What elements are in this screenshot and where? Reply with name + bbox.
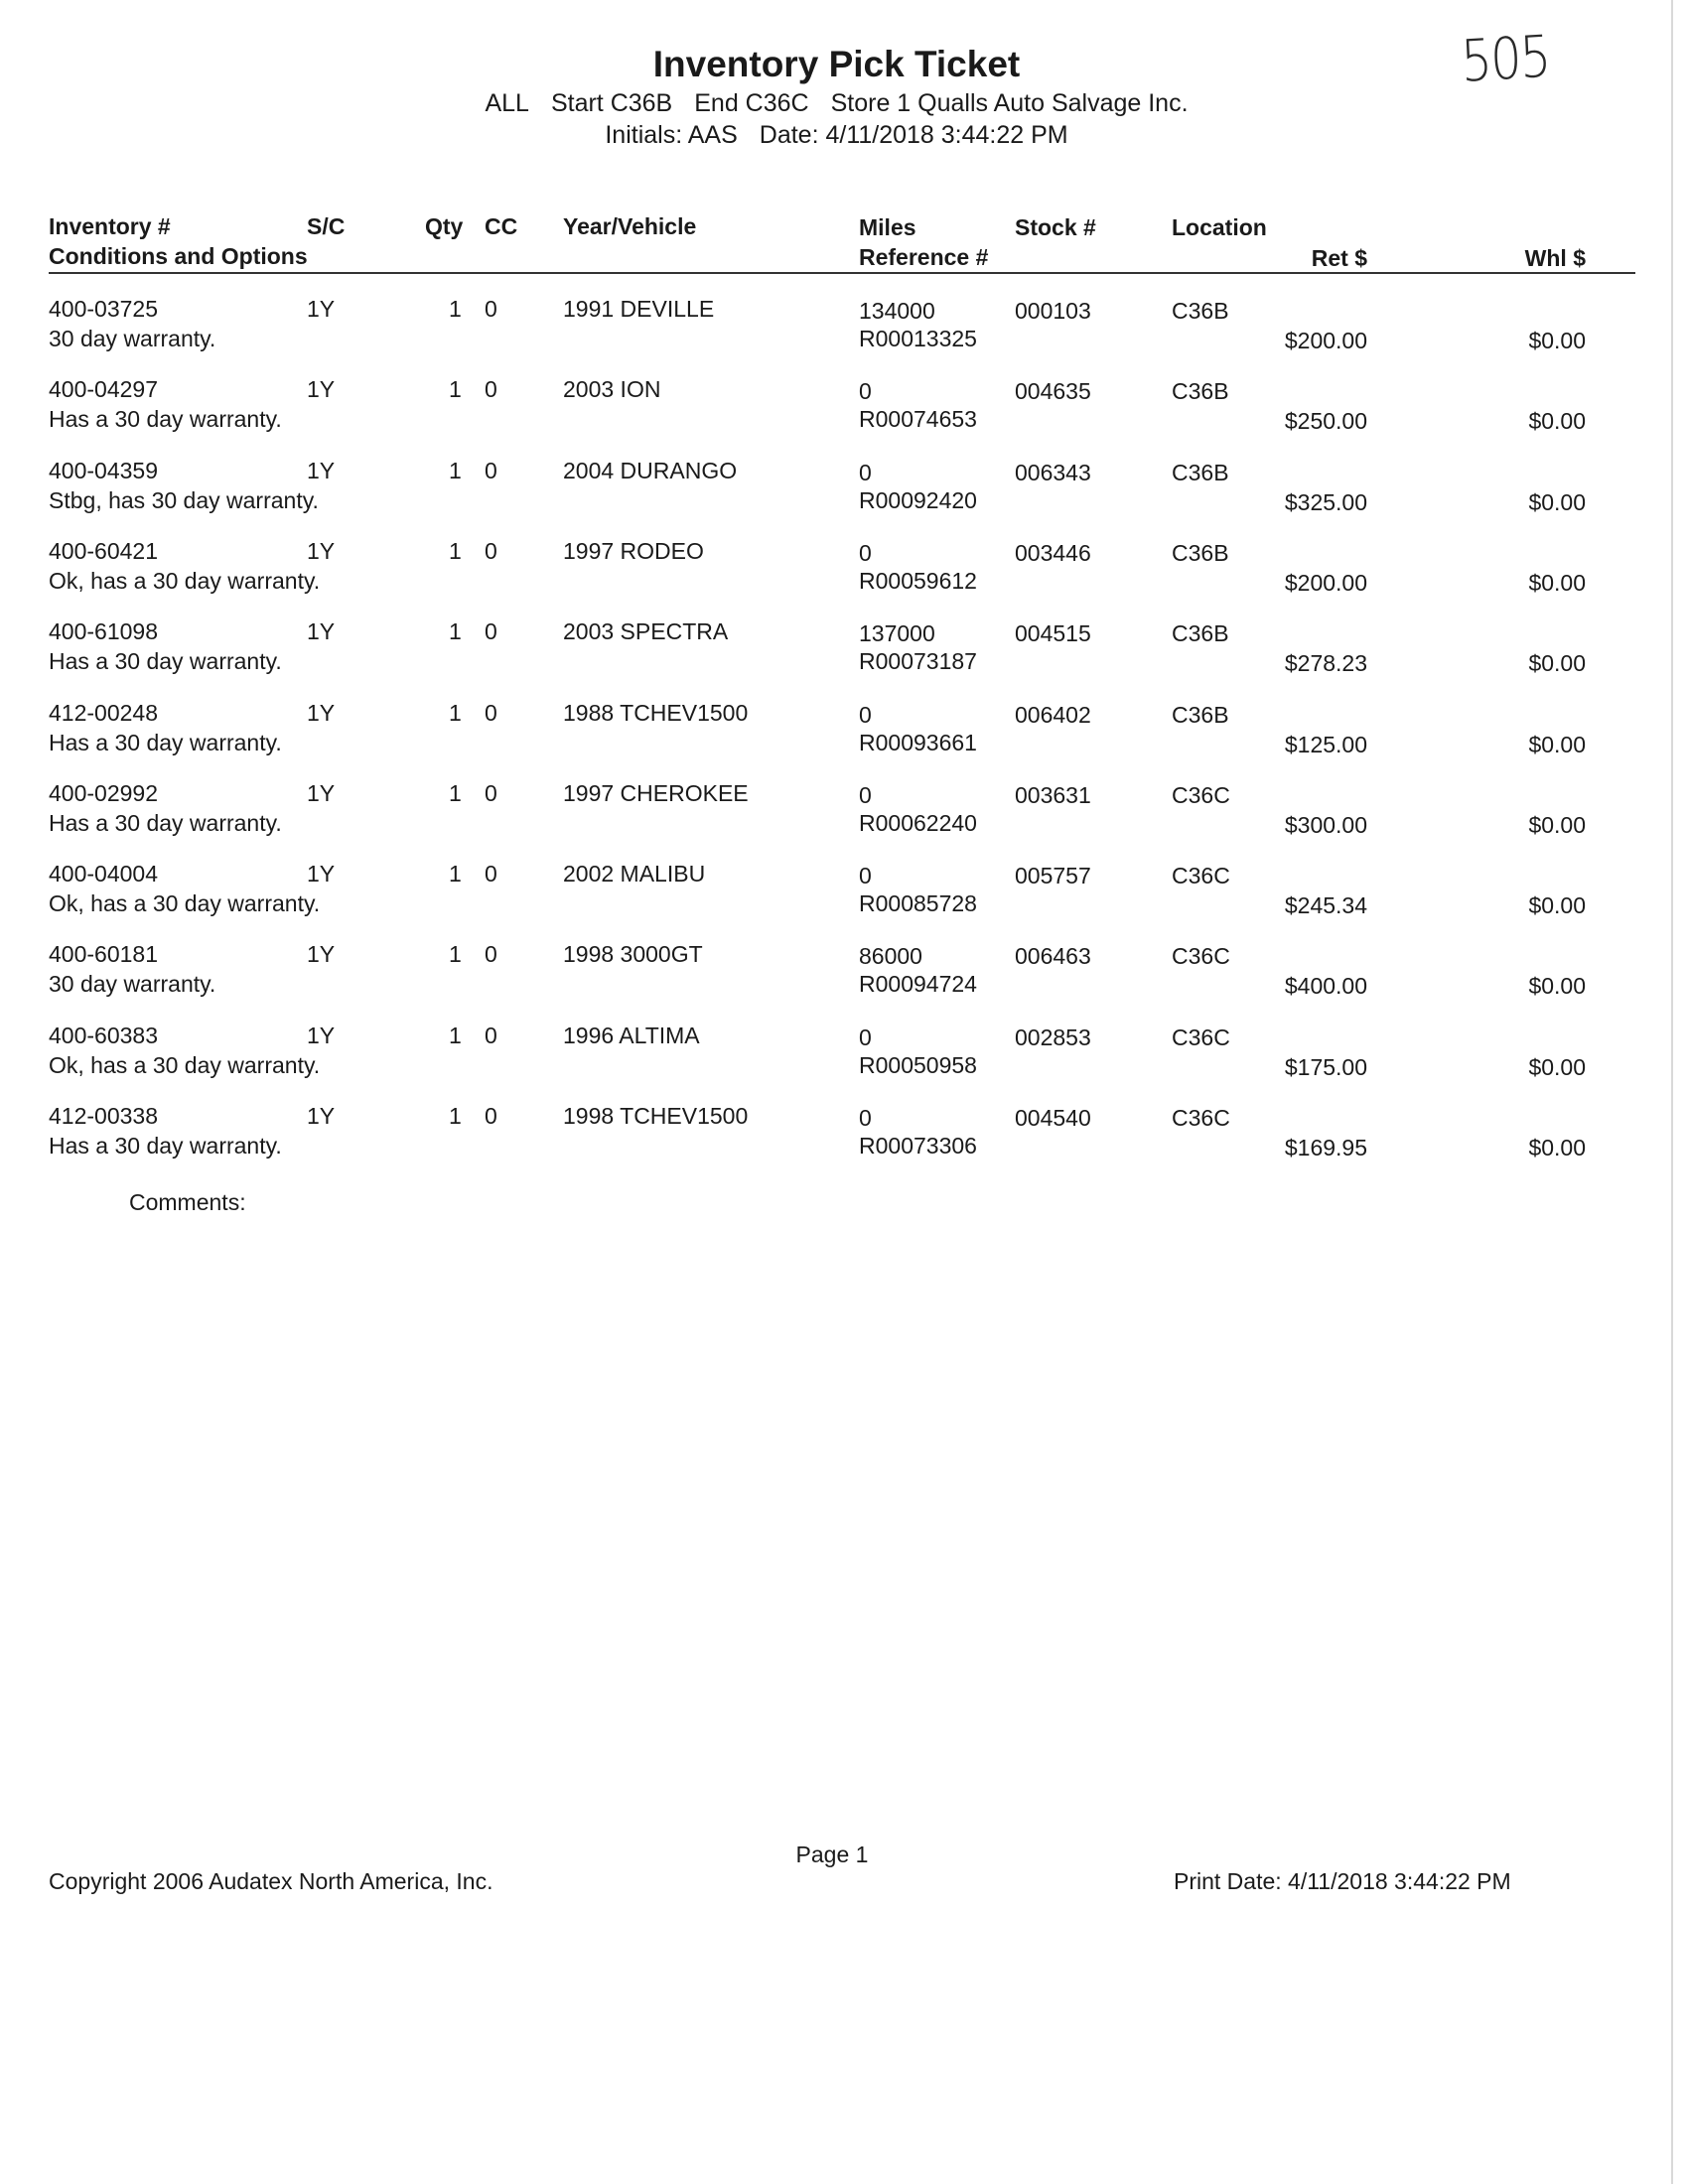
qty: 1 [449,1022,462,1048]
cc: 0 [485,457,497,483]
condition: Stbg, has 30 day warranty. [49,486,319,513]
wholesale-price: $0.00 [1528,650,1586,677]
cc: 0 [485,618,497,645]
year-vehicle: 2003 SPECTRA [563,618,729,645]
col-cc: CC [485,213,518,239]
reference-number: R00093661 [859,729,977,755]
report-criteria [0,89,1673,118]
qty: 1 [449,861,462,887]
col-ret: Ret $ [1311,245,1367,271]
scope: ALL [485,89,529,117]
table-row [0,538,1673,617]
location: C36B [1172,298,1229,324]
store-name: Store 1 Qualls Auto Salvage Inc. [830,89,1189,117]
reference-number: R00062240 [859,809,977,836]
reference-number: R00073187 [859,648,977,675]
miles: 137000 [859,620,935,647]
year-vehicle: 1996 ALTIMA [563,1022,700,1048]
table-row [0,296,1673,375]
retail-price: $200.00 [1284,569,1367,596]
reference-number: R00085728 [859,890,977,917]
retail-price: $245.34 [1284,892,1367,919]
year-vehicle: 1988 TCHEV1500 [563,699,749,726]
col-location: Location [1172,214,1267,240]
sc-code: 1Y [307,296,336,322]
location: C36C [1172,943,1230,970]
inventory-number: 400-04004 [49,861,158,887]
inventory-number: 400-60421 [49,537,158,564]
table-row [0,861,1673,940]
stock-number: 004540 [1015,1105,1091,1131]
inventory-number: 412-00338 [49,1103,158,1129]
year-vehicle: 2002 MALIBU [563,861,706,887]
wholesale-price: $0.00 [1528,1135,1586,1160]
cc: 0 [485,1022,497,1048]
condition: Has a 30 day warranty. [49,809,282,836]
year-vehicle: 1998 3000GT [563,941,703,968]
page-title: Inventory Pick Ticket [652,44,1021,84]
wholesale-price: $0.00 [1528,408,1586,435]
retail-price: $278.23 [1284,650,1367,677]
condition: 30 day warranty. [49,971,216,998]
reference-number: R00094724 [859,971,977,998]
copyright: Copyright 2006 Audatex North America, Inc. [49,1868,493,1894]
condition: Has a 30 day warranty. [49,406,282,433]
header-rule [49,272,1635,274]
cc: 0 [485,1103,497,1129]
end-location: End C36C [694,89,809,117]
miles: 0 [859,1105,872,1131]
miles: 0 [859,781,872,808]
retail-price: $300.00 [1284,811,1367,838]
col-qty: Qty [425,213,464,239]
cc: 0 [485,779,497,806]
condition: Ok, has a 30 day warranty. [49,890,321,917]
inventory-number: 400-02992 [49,779,158,806]
year-vehicle: 1997 CHEROKEE [563,779,749,806]
table-row [0,941,1673,1021]
qty: 1 [449,699,462,726]
inventory-number: 400-61098 [49,618,158,645]
cc: 0 [485,296,497,322]
year-vehicle: 2003 ION [563,376,661,403]
comments-label: Comments: [129,1189,246,1215]
table-row [0,458,1673,537]
miles: 86000 [859,943,922,970]
condition: Has a 30 day warranty. [49,729,282,755]
print-date: Print Date: 4/11/2018 3:44:22 PM [1174,1868,1511,1894]
year-vehicle: 2004 DURANGO [563,457,738,483]
sc-code: 1Y [307,618,336,645]
sc-code: 1Y [307,537,336,564]
condition: Has a 30 day warranty. [49,1133,282,1159]
wholesale-price: $0.00 [1528,811,1586,838]
location: C36B [1172,459,1229,485]
miles: 0 [859,539,872,566]
sc-code: 1Y [307,1022,336,1048]
wholesale-price: $0.00 [1528,569,1586,596]
report-meta [0,121,1673,150]
miles: 134000 [859,298,935,324]
location: C36C [1172,781,1230,808]
reference-number: R00073306 [859,1133,977,1159]
table-row [0,780,1673,860]
reference-number: R00013325 [859,326,977,351]
col-sc: S/C [307,213,346,239]
location: C36B [1172,620,1229,647]
retail-price: $400.00 [1284,973,1367,1000]
wholesale-price: $0.00 [1528,973,1586,1000]
start-location: Start C36B [550,89,673,117]
col-reference: Reference # [859,244,989,270]
initials: Initials: AAS [605,121,738,149]
table-row [0,1103,1673,1182]
sc-code: 1Y [307,699,336,726]
sc-code: 1Y [307,861,336,887]
qty: 1 [449,376,462,403]
table-row [0,376,1673,456]
qty: 1 [449,618,462,645]
report-date: Date: 4/11/2018 3:44:22 PM [759,121,1068,149]
sc-code: 1Y [307,376,336,403]
col-miles: Miles [859,214,916,240]
qty: 1 [449,457,462,483]
reference-number: R00050958 [859,1051,977,1078]
condition: 30 day warranty. [49,326,216,351]
retail-price: $125.00 [1284,731,1367,757]
location: C36B [1172,701,1229,728]
qty: 1 [449,941,462,968]
retail-price: $250.00 [1284,408,1367,435]
inventory-number: 400-04297 [49,376,158,403]
stock-number: 002853 [1015,1024,1091,1050]
qty: 1 [449,296,462,322]
col-stock: Stock # [1015,214,1096,240]
location: C36C [1172,1105,1230,1131]
stock-number: 000103 [1015,298,1091,324]
table-row [0,700,1673,779]
reference-number: R00074653 [859,406,977,433]
qty: 1 [449,1103,462,1129]
retail-price: $175.00 [1284,1053,1367,1080]
stock-number: 006343 [1015,459,1091,485]
wholesale-price: $0.00 [1528,328,1586,353]
condition: Ok, has a 30 day warranty. [49,567,321,594]
stock-number: 004515 [1015,620,1091,647]
sc-code: 1Y [307,941,336,968]
miles: 0 [859,378,872,405]
location: C36B [1172,378,1229,405]
wholesale-price: $0.00 [1528,1053,1586,1080]
stock-number: 006463 [1015,943,1091,970]
reference-number: R00059612 [859,567,977,594]
miles: 0 [859,459,872,485]
wholesale-price: $0.00 [1528,488,1586,515]
stock-number: 004635 [1015,378,1091,405]
retail-price: $325.00 [1284,488,1367,515]
handwritten-number: 505 [1460,22,1551,95]
cc: 0 [485,699,497,726]
cc: 0 [485,941,497,968]
wholesale-price: $0.00 [1528,892,1586,919]
col-whl: Whl $ [1524,245,1586,271]
inventory-number: 400-60383 [49,1022,158,1048]
miles: 0 [859,701,872,728]
year-vehicle: 1998 TCHEV1500 [563,1103,749,1129]
location: C36B [1172,539,1229,566]
miles: 0 [859,1024,872,1050]
table-row [0,1023,1673,1102]
condition: Has a 30 day warranty. [49,648,282,675]
table-row [0,618,1673,698]
qty: 1 [449,779,462,806]
col-inventory: Inventory # [49,213,171,239]
retail-price: $200.00 [1284,328,1367,353]
year-vehicle: 1997 RODEO [563,537,704,564]
cc: 0 [485,376,497,403]
stock-number: 006402 [1015,701,1091,728]
inventory-number: 400-04359 [49,457,158,483]
page-number: Page 1 [795,1842,869,1867]
col-conditions: Conditions and Options [49,243,308,269]
reference-number: R00092420 [859,486,977,513]
wholesale-price: $0.00 [1528,731,1586,757]
inventory-number: 412-00248 [49,699,158,726]
col-year-vehicle: Year/Vehicle [563,213,697,239]
location: C36C [1172,1024,1230,1050]
retail-price: $169.95 [1284,1135,1367,1160]
cc: 0 [485,537,497,564]
miles: 0 [859,863,872,889]
inventory-number: 400-60181 [49,941,158,968]
year-vehicle: 1991 DEVILLE [563,296,715,322]
sc-code: 1Y [307,1103,336,1129]
sc-code: 1Y [307,457,336,483]
stock-number: 003446 [1015,539,1091,566]
stock-number: 005757 [1015,863,1091,889]
location: C36C [1172,863,1230,889]
inventory-number: 400-03725 [49,296,158,322]
sc-code: 1Y [307,779,336,806]
stock-number: 003631 [1015,781,1091,808]
qty: 1 [449,537,462,564]
condition: Ok, has a 30 day warranty. [49,1051,321,1078]
cc: 0 [485,861,497,887]
